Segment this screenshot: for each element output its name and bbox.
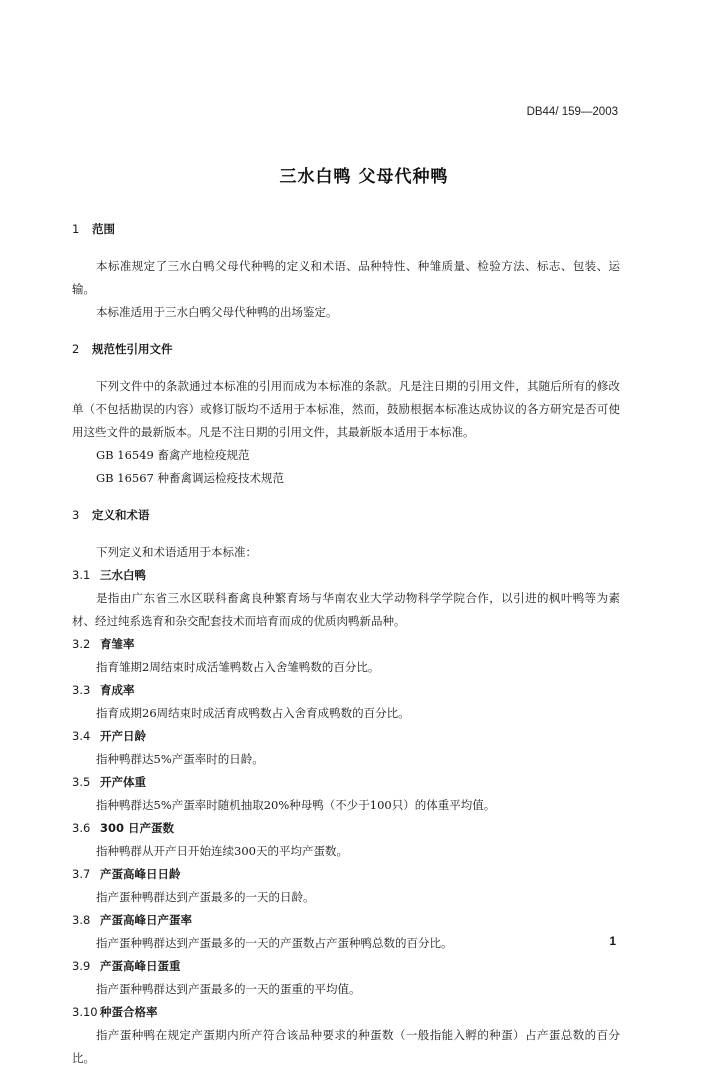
term-number: 3.5 — [72, 775, 91, 789]
term-heading — [72, 955, 620, 978]
paragraph: 本标准适用于三水白鸭父母代种鸭的出场鉴定。 — [96, 305, 338, 319]
term-name: 三水白鸭 — [100, 568, 146, 582]
paragraph: 下列文件中的条款通过本标准的引用而成为本标准的条款。凡是注日期的引用文件，其随后所有的修改单（不包括勘误的内容）或修订版均不适用于本标准，然而，鼓励根据本标准达成协议的各方研究是否可使用这些文件的最新版本。凡是不注日期的引用文件，其最新版本适用于本标准。 — [72, 379, 620, 439]
term-definition: 指育成期26周结束时成活育成鸭数占入舍育成鸭数的百分比。 — [96, 706, 410, 720]
term-definition: 指产蛋种鸭群达到产蛋最多的一天的产蛋数占产蛋种鸭总数的百分比。 — [96, 936, 453, 950]
term-number: 3.10 — [72, 1005, 98, 1019]
reference-item: GB 16549 畜禽产地检疫规范 — [96, 448, 250, 462]
term-definition: 指种鸭群从开产日开始连续300天的平均产蛋数。 — [96, 844, 348, 858]
term-name: 300 日产蛋数 — [100, 821, 175, 835]
section-number: 2 — [72, 342, 80, 356]
term-name: 育雏率 — [100, 637, 135, 651]
term-number: 3.8 — [72, 913, 91, 927]
term-heading — [72, 909, 620, 932]
page-number: 1 — [609, 934, 616, 948]
term-heading — [72, 771, 620, 794]
term-number: 3.9 — [72, 959, 91, 973]
section-title: 定义和术语 — [92, 508, 150, 522]
document-code: DB44/ 159—2003 — [526, 106, 618, 118]
term-heading — [72, 817, 620, 840]
term-number: 3.6 — [72, 821, 91, 835]
term-name: 种蛋合格率 — [100, 1005, 158, 1019]
term-definition: 指育雏期2周结束时成活雏鸭数占入舍雏鸭数的百分比。 — [96, 660, 380, 674]
term-heading — [72, 1001, 620, 1024]
section-number: 1 — [72, 222, 80, 236]
term-number: 3.7 — [72, 867, 91, 881]
term-name: 产蛋高峰日蛋重 — [100, 959, 181, 973]
term-name: 开产日龄 — [100, 729, 146, 743]
section-number: 3 — [72, 508, 80, 522]
term-number: 3.3 — [72, 683, 91, 697]
term-definition: 指种鸭群达5%产蛋率时的日龄。 — [96, 752, 264, 766]
term-name: 育成率 — [100, 683, 135, 697]
term-definition: 指产蛋种鸭群达到产蛋最多的一天的日龄。 — [96, 890, 315, 904]
term-heading — [72, 725, 620, 748]
section-2-heading — [72, 338, 620, 361]
term-heading — [72, 564, 620, 587]
document-body — [72, 218, 620, 1070]
term-number: 3.4 — [72, 729, 91, 743]
term-definition: 指产蛋种鸭在规定产蛋期内所产符合该品种要求的种蛋数（一般指能入孵的种蛋）占产蛋总数的百分比。 — [72, 1028, 620, 1065]
term-heading — [72, 633, 620, 656]
term-heading — [72, 863, 620, 886]
paragraph: 下列定义和术语适用于本标准： — [96, 545, 257, 559]
reference-item: GB 16567 种畜禽调运检疫技术规范 — [96, 471, 285, 485]
section-title: 范围 — [92, 222, 115, 236]
term-heading — [72, 679, 620, 702]
paragraph: 本标准规定了三水白鸭父母代种鸭的定义和术语、品种特性、种雏质量、检验方法、标志、包装、运输。 — [72, 259, 620, 296]
term-number: 3.2 — [72, 637, 91, 651]
section-title: 规范性引用文件 — [92, 342, 173, 356]
term-name: 开产体重 — [100, 775, 146, 789]
term-definition: 指产蛋种鸭群达到产蛋最多的一天的蛋重的平均值。 — [96, 982, 361, 996]
section-1-heading — [72, 218, 620, 241]
section-3-heading — [72, 504, 620, 527]
term-number: 3.1 — [72, 568, 91, 582]
term-definition: 指种鸭群达5%产蛋率时随机抽取20%种母鸭（不少于100只）的体重平均值。 — [96, 798, 496, 812]
term-name: 产蛋高峰日产蛋率 — [100, 913, 192, 927]
page-title: 三水白鸭 父母代种鸭 — [279, 167, 449, 187]
term-name: 产蛋高峰日日龄 — [100, 867, 181, 881]
term-definition: 是指由广东省三水区联科畜禽良种繁育场与华南农业大学动物科学学院合作，以引进的枫叶鸭等为素材、经过纯系选育和杂交配套技术而培育而成的优质肉鸭新品种。 — [72, 591, 620, 628]
